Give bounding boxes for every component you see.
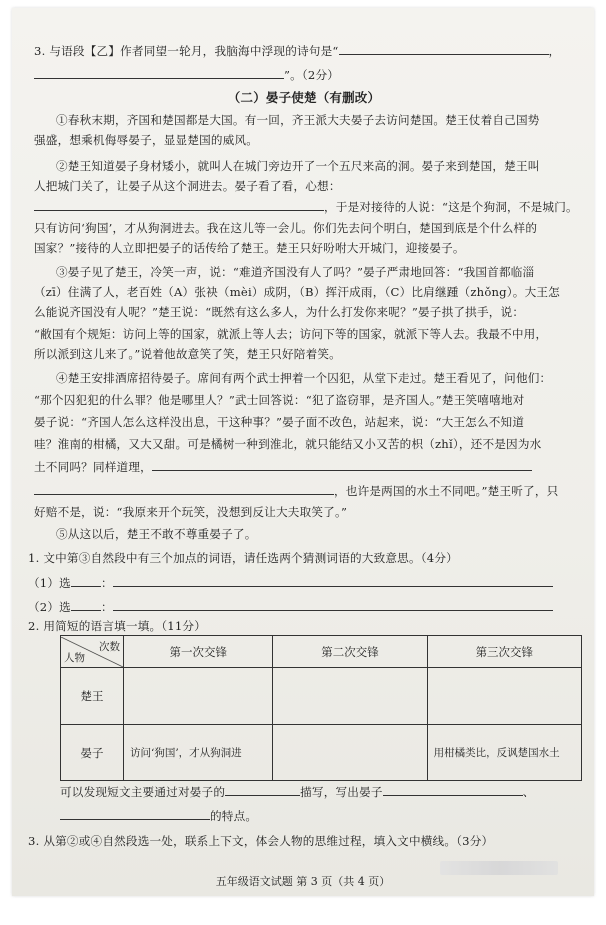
table-header: 第一次交锋 <box>124 636 273 668</box>
paragraph-line: ，也许是两国的水土不同吧。”楚王听了，只 <box>34 482 574 499</box>
table-corner: 次数 人物 <box>61 636 124 668</box>
table-row <box>61 668 582 725</box>
page-footer: 五年级语文试题 第 3 页（共 4 页） <box>215 875 391 888</box>
answer-blank[interactable] <box>34 66 284 79</box>
paragraph-line: 晏子说：“齐国人怎么这样没出息，干这种事？”晏子面不改色，站起来，说：“大王怎么不知道 <box>34 415 525 429</box>
paragraph-line: 只有访问‘狗国’，才从狗洞进去。我在这儿等一会儿。你们先去问个明白，楚国到底是个什么样的 <box>34 221 538 235</box>
word-blank[interactable] <box>71 598 101 611</box>
table-header: 第二次交锋 <box>273 636 427 668</box>
paragraph-line: ④楚王安排酒席招待晏子。席间有两个武士押着一个囚犯，从堂下走过。楚王看见了，问他们： <box>56 371 552 385</box>
paragraph-line: 强盛，想乘机侮辱晏子，显显楚国的威风。 <box>34 133 259 147</box>
answer-blank[interactable] <box>152 458 532 471</box>
row-label: 晏子 <box>61 725 124 781</box>
table-header: 第三次交锋 <box>427 636 581 668</box>
paragraph-line: ③晏子见了楚王，冷笑一声，说：“难道齐国没有人了吗？”晏子严肃地回答：“我国首都临淄 <box>56 265 535 279</box>
table-row <box>61 725 582 781</box>
table-cell[interactable] <box>273 668 427 725</box>
answer-blank[interactable] <box>34 198 324 211</box>
q3-stem: 3. 从第②或④自然段选一处，联系上下文，体会人物的思维过程，填入文中横线。（3分） <box>28 834 494 848</box>
table-cell[interactable]: 访问‘狗国’，才从狗洞进 <box>124 725 273 781</box>
exam-page <box>12 8 594 896</box>
paragraph-line: （zī）住满了人，老百姓（A）张袂（mèi）成阴，（B）挥汗成雨，（C）比肩继踵（zhǒng）。大王怎 <box>34 285 560 299</box>
q3-prev-line2: ”。（2分） <box>34 66 574 83</box>
row-label: 楚王 <box>61 668 124 725</box>
table-cell[interactable] <box>427 668 581 725</box>
q1-stem: 1. 文中第③自然段中有三个加点的词语，请任选两个猜测词语的大致意思。（4分） <box>28 551 458 565</box>
paragraph-line: 人把城门关了，让晏子从这个洞进去。晏子看了看，心想： <box>34 179 341 193</box>
table-cell[interactable] <box>124 668 273 725</box>
paragraph-line: ，于是对接待的人说：“这是个狗洞，不是城门。 <box>34 198 574 215</box>
paragraph-line: 哇？淮南的柑橘，又大又甜。可是橘树一种到淮北，就只能结又小又苦的枳（zhǐ），还不是因为水 <box>34 437 542 451</box>
q2-table <box>60 635 582 781</box>
answer-blank[interactable] <box>383 783 523 796</box>
paragraph-line: 国家？”接待的人立即把晏子的话传给了楚王。楚王只好吩咐大开城门，迎接晏子。 <box>34 241 465 255</box>
table-cell[interactable] <box>273 725 427 781</box>
word-blank[interactable] <box>71 574 101 587</box>
paragraph-line: 么能说齐国没有人呢？”楚王说：“既然有这么多人，为什么打发你来呢？”晏子拱了拱手，说： <box>34 305 525 319</box>
paragraph-line: ①春秋末期，齐国和楚国都是大国。有一回，齐王派大夫晏子去访问楚国。楚王仗着自己国势 <box>56 113 540 127</box>
paragraph-line: 所以派到这儿来了。”说着他故意笑了笑，楚王只好陪着笑。 <box>34 347 341 361</box>
q2-summary-line1: 可以发现短文主要通过对晏子的 描写，写出晏子 、 <box>60 785 535 799</box>
answer-blank[interactable] <box>34 482 334 495</box>
section-title: （二）晏子使楚（有删改） <box>227 90 381 105</box>
meaning-blank[interactable] <box>113 598 553 611</box>
q3-prev-line1: 3. 与语段【乙】作者同望一轮月，我脑海中浮现的诗句是“ ， <box>34 44 561 58</box>
answer-blank[interactable] <box>60 807 210 820</box>
paragraph-line: ⑤从这以后，楚王不敢不尊重晏子了。 <box>56 527 257 541</box>
q2-stem: 2. 用简短的语言填一填。（11分） <box>28 619 207 633</box>
answer-blank[interactable] <box>339 42 549 55</box>
paragraph-line: “敝国有个规矩：访问上等的国家，就派上等人去；访问下等的国家，就派下等人去。我最不中用， <box>34 327 548 341</box>
paragraph-line: “那个囚犯犯的什么罪？他是哪里人？”武士回答说：“犯了盗窃罪，是齐国人。”楚王笑嘻嘻地对 <box>34 393 525 407</box>
paragraph-line: ②楚王知道晏子身材矮小，就叫人在城门旁边开了一个五尺来高的洞。晏子来到楚国，楚王叫 <box>56 159 540 173</box>
q1-answer-line-1: （1）选 ： <box>28 574 568 591</box>
q1-answer-line-2: （2）选 ： <box>28 598 568 615</box>
q2-summary-line2: 的特点。 <box>60 807 594 824</box>
paragraph-line: 好赔不是，说：“我原来开个玩笑，没想到反让大夫取笑了。” <box>34 505 348 519</box>
answer-blank[interactable] <box>225 783 300 796</box>
paragraph-line: 土不同吗？同样道理， <box>34 458 574 475</box>
meaning-blank[interactable] <box>113 574 553 587</box>
table-cell[interactable]: 用柑橘类比，反讽楚国水土 <box>427 725 581 781</box>
